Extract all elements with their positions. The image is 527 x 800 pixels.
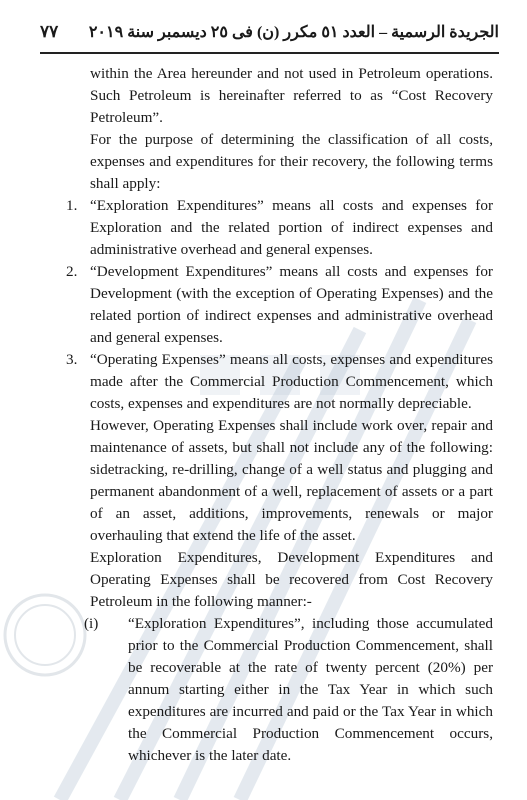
list-item-text: “Operating Expenses” means all costs, expenses and expenditures made after the Commercial Production Commencement, which costs, expenses and expenditures are not normally depreciable.: [90, 351, 493, 412]
sub-item-number: (i): [84, 615, 99, 632]
document-body: [46, 63, 493, 767]
sub-item-exploration-recovery: [46, 613, 493, 767]
list-item-text: “Exploration Expenditures” means all costs and expenses for Exploration and the related portion of indirect expenses and administrative overhead and general expenses.: [90, 197, 493, 258]
paragraph-operating-expenses-scope: However, Operating Expenses shall include work over, repair and maintenance of assets, but shall not include any of the following: sidetracking, re-drilling, change of a well status and plugging and permanent abandonment of a well, replacement of assets or a part of an asset, additions, improvements, renewals or major overhauling that extend the life of the asset.: [90, 417, 493, 544]
header-divider: [40, 52, 499, 54]
page-header: [40, 20, 499, 50]
sub-item-text: “Exploration Expenditures”, including those accumulated prior to the Commercial Production Commencement, shall be recoverable at the rate of twenty percent (20%) per annum starting either in the Tax Year in which such expenditures are incurred and paid or the Tax Year in which the Commercial Production Commencement occurs, whichever is the later date.: [128, 615, 493, 764]
gazette-title: الجريدة الرسمية – العدد ٥١ مكرر (ن) فى ٢٥ ديسمبر سنة ٢٠١٩: [88, 24, 499, 41]
paragraph-classification-intro: For the purpose of determining the classification of all costs, expenses and expenditures for their recovery, the following terms shall apply:: [90, 131, 493, 192]
list-item-exploration-expenditures: [46, 195, 493, 261]
list-item-development-expenditures: [46, 261, 493, 349]
list-item-number: 3.: [66, 351, 78, 368]
page-number: ٧٧: [40, 22, 59, 41]
list-item-text: “Development Expenditures” means all costs and expenses for Development (with the exception of Operating Expenses) and the related portion of indirect expenses and administrative overhead and general expenses.: [90, 263, 493, 346]
paragraph-recovery-manner: Exploration Expenditures, Development Expenditures and Operating Expenses shall be recovered from Cost Recovery Petroleum in the following manner:-: [90, 549, 493, 610]
list-item-number: 1.: [66, 197, 78, 214]
list-item-number: 2.: [66, 263, 78, 280]
list-item-operating-expenses: [46, 349, 493, 415]
paragraph-cost-recovery-petroleum: within the Area hereunder and not used in Petroleum operations. Such Petroleum is hereinafter referred to as “Cost Recovery Petroleum”.: [90, 65, 493, 126]
